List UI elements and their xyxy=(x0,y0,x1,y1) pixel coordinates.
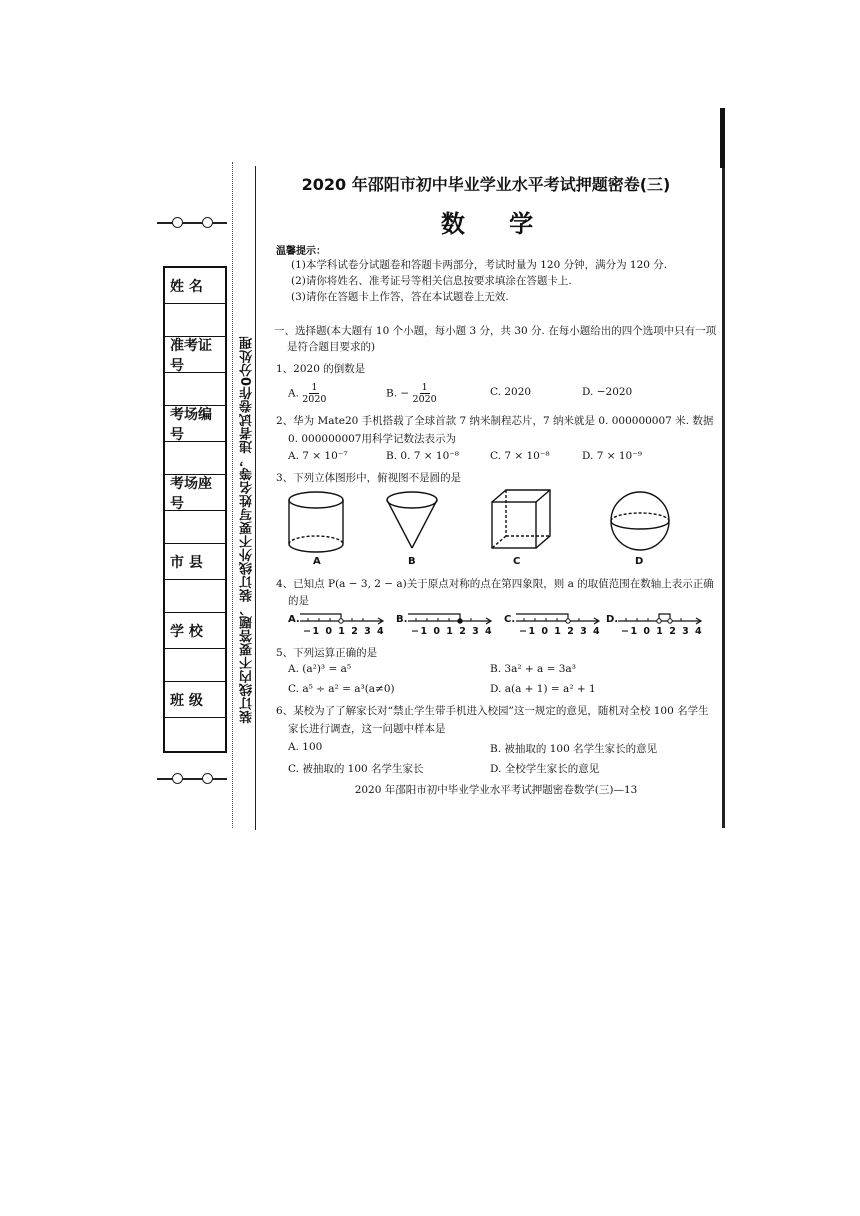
field-seat-label: 考场座号 xyxy=(165,475,225,511)
section-heading-cont: 是符合题目要求的) xyxy=(287,341,376,353)
field-name-label: 姓 名 xyxy=(165,268,225,304)
field-ticket-label: 准考证号 xyxy=(165,337,225,373)
question-stem: 5、下列运算正确的是 xyxy=(276,647,378,659)
option-a: A. xyxy=(288,614,300,625)
option-a: A. $\frac{1}{2020}$ xyxy=(288,382,327,405)
option-c: C. 2020 xyxy=(490,386,532,398)
option-c: C. a⁵ ÷ a² = a³(a≠0) xyxy=(288,683,395,695)
page-title: 2020 年邵阳市初中毕业学业水平考试押题密卷(三) xyxy=(301,175,671,194)
question-stem: 6、某校为了了解家长对“禁止学生带手机进入校园”这一规定的意见，随机对全校 100 名学生 xyxy=(276,705,709,717)
field-class-input[interactable] xyxy=(165,718,225,751)
figure-label: C xyxy=(513,556,521,567)
subject-title: 数 学 xyxy=(440,210,552,238)
field-name-input[interactable] xyxy=(165,304,225,337)
figure-label: A xyxy=(313,556,321,567)
figure-label: D xyxy=(635,556,644,567)
field-school-label: 学 校 xyxy=(165,613,225,649)
number-line-b xyxy=(406,610,494,626)
binding-side-note: 装订线内不要答题、装订线外不要写姓名等，违者试卷作0分处理 xyxy=(240,336,255,724)
option-b: B. 被抽取的 100 名学生家长的意见 xyxy=(490,743,658,755)
option-b: B. 0. 7 × 10⁻⁸ xyxy=(386,450,460,462)
option-d: D. a(a + 1) = a² + 1 xyxy=(490,683,596,695)
field-county-label: 市 县 xyxy=(165,544,225,580)
section-heading: 一、选择题(本大题有 10 个小题，每小题 3 分，共 30 分. 在每小题给出的四个选项中只有一项 xyxy=(274,325,717,337)
field-ticket-input[interactable] xyxy=(165,373,225,406)
tip-item: (3)请你在答题卡上作答，答在本试题卷上无效. xyxy=(291,291,509,303)
option-d: D. −2020 xyxy=(582,386,633,398)
solid-figures xyxy=(280,488,700,560)
cube-figure xyxy=(492,490,550,548)
figure-label: B xyxy=(408,556,416,567)
question-stem: 2、华为 Mate20 手机搭载了全球首款 7 纳米制程芯片，7 纳米就是 0. 000000007 米. 数据 xyxy=(276,415,714,427)
question-stem-cont: 家长进行调查，这一问题中样本是 xyxy=(288,723,446,735)
student-info-table xyxy=(163,266,227,753)
cone-figure xyxy=(387,492,437,548)
binding-ring-icon xyxy=(172,217,183,228)
binding-ring-icon xyxy=(202,773,213,784)
number-line-ticks: −1 0 1 2 3 4 xyxy=(411,626,494,637)
option-d: D. 7 × 10⁻⁹ xyxy=(582,450,642,462)
binding-rule-bottom xyxy=(157,778,227,780)
option-d: D. 全校学生家长的意见 xyxy=(490,763,600,775)
number-line-c xyxy=(514,610,602,626)
field-county-input[interactable] xyxy=(165,580,225,613)
field-school-input[interactable] xyxy=(165,649,225,682)
binding-dotted-line xyxy=(232,162,233,828)
option-b: B. 3a² + a = 3a³ xyxy=(490,663,576,675)
option-c: C. 被抽取的 100 名学生家长 xyxy=(288,763,424,775)
question-stem: 4、已知点 P(a − 3, 2 − a)关于原点对称的点在第四象限，则 a 的取值范围在数轴上表示正确 xyxy=(276,578,714,590)
option-b: B. − $\frac{1}{2020}$ xyxy=(386,382,437,405)
tips-heading: 温馨提示： xyxy=(276,246,326,257)
sphere-figure xyxy=(611,492,669,550)
question-stem-cont: 的是 xyxy=(288,595,309,607)
option-d: D. xyxy=(606,614,619,625)
question-stem-cont: 0. 000000007用科学记数法表示为 xyxy=(288,433,456,445)
option-b: B. xyxy=(396,614,408,625)
binding-rule-top xyxy=(157,222,227,224)
cylinder-figure xyxy=(289,492,343,552)
field-room-label: 考场编号 xyxy=(165,406,225,442)
number-line-d xyxy=(616,610,704,626)
binding-ring-icon xyxy=(202,217,213,228)
option-a: A. 7 × 10⁻⁷ xyxy=(288,450,348,462)
question-stem: 1、2020 的倒数是 xyxy=(276,363,366,375)
option-a: A. (a²)³ = a⁵ xyxy=(288,663,352,675)
number-line-a xyxy=(298,610,386,626)
tip-item: (2)请你将姓名、准考证号等相关信息按要求填涂在答题卡上. xyxy=(291,275,572,287)
option-c: C. xyxy=(504,614,516,625)
number-line-ticks: −1 0 1 2 3 4 xyxy=(621,626,704,637)
field-room-input[interactable] xyxy=(165,442,225,475)
field-class-label: 班 级 xyxy=(165,682,225,718)
scan-edge-mark xyxy=(718,108,726,828)
page-footer: 2020 年邵阳市初中毕业学业水平考试押题密卷数学(三)—13 xyxy=(354,784,638,796)
question-stem: 3、下列立体图形中，俯视图不是圆的是 xyxy=(276,472,462,484)
tip-item: (1)本学科试卷分试题卷和答题卡两部分，考试时量为 120 分钟，满分为 120 分. xyxy=(291,259,668,271)
option-a: A. 100 xyxy=(288,741,323,753)
number-line-ticks: −1 0 1 2 3 4 xyxy=(303,626,386,637)
number-line-ticks: −1 0 1 2 3 4 xyxy=(519,626,602,637)
option-c: C. 7 × 10⁻⁸ xyxy=(490,450,550,462)
binding-ring-icon xyxy=(172,773,183,784)
field-seat-input[interactable] xyxy=(165,511,225,544)
